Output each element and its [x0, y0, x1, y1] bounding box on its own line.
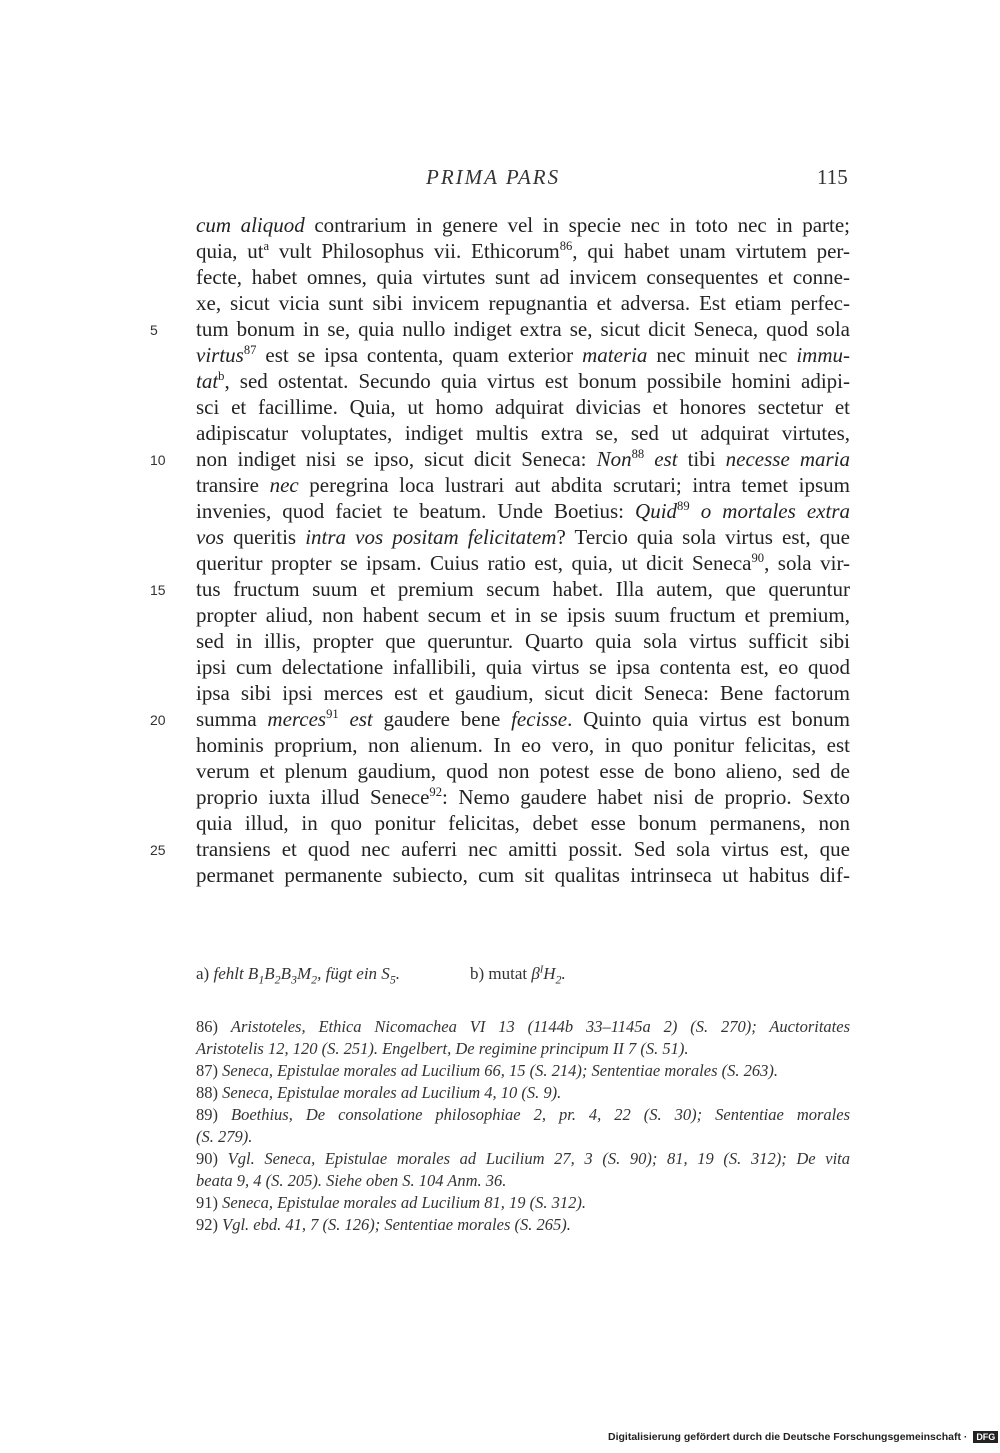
note-text: , fügt ein S — [317, 964, 390, 983]
footnote-86 — [196, 1016, 850, 1038]
footnote-text: Seneca, Epistulae morales ad Lucilium 66, 15 (S. 214); Sententiae morales (S. 263). — [222, 1061, 778, 1080]
footnote-number: 88) — [196, 1083, 223, 1102]
text-segment: non indiget nisi se ipso, sicut dicit Seneca: — [196, 447, 597, 471]
text-segment: , qui habet unam virtutem per- — [572, 239, 850, 263]
italic-phrase: merces — [267, 707, 327, 731]
text-segment: nec minuit nec — [647, 343, 797, 367]
footnote-89 — [196, 1104, 850, 1126]
footnote-number: 87) — [196, 1061, 223, 1080]
footnote-91 — [196, 1192, 850, 1214]
text-line — [196, 472, 850, 498]
text-line — [150, 446, 850, 472]
text-line — [196, 758, 850, 784]
text-segment: ipsa sibi ipsi merces est et gaudium, sicut dicit Seneca: Bene factorum — [196, 681, 850, 705]
italic-phrase: est — [338, 707, 373, 731]
text-segment: ? Tercio quia sola virtus est, que — [556, 525, 850, 549]
note-text: fehlt B — [213, 964, 259, 983]
text-segment: peregrina loca lustrari aut abdita scrutari; intra temet ipsum — [298, 473, 850, 497]
footnote-text: (S. 279). — [196, 1127, 253, 1146]
line-number: 10 — [150, 452, 166, 468]
text-line — [196, 680, 850, 706]
text-line — [196, 212, 850, 238]
footnote-88 — [196, 1082, 850, 1104]
line-number: 15 — [150, 582, 166, 598]
subscript: 3 — [291, 972, 297, 987]
footnote-92 — [196, 1214, 850, 1236]
superscript: I — [539, 964, 544, 976]
italic-phrase: nec — [269, 473, 299, 497]
note-text: B — [264, 964, 275, 983]
page-number: 115 — [817, 165, 848, 189]
text-segment: queritis — [224, 525, 306, 549]
text-line — [196, 602, 850, 628]
line-number: 5 — [150, 322, 158, 338]
footnote-ref: 92 — [429, 785, 443, 799]
subscript: 1 — [258, 972, 265, 987]
footnote-86-cont — [196, 1038, 850, 1060]
italic-phrase: cum aliquod — [196, 213, 305, 237]
italic-phrase: materia — [582, 343, 648, 367]
running-header: PRIMA PARS — [426, 165, 561, 189]
subscript: 2 — [274, 972, 281, 987]
text-segment: transire — [196, 473, 270, 497]
text-segment: gaudere bene — [372, 707, 512, 731]
footnote-text: Aristoteles, Ethica Nicomachea VI 13 (1144b 33–1145a 2) (S. 270); Auctoritates — [230, 1017, 850, 1036]
text-segment: invenies, quod faciet te beatum. Unde Boetius: — [196, 499, 636, 523]
text-segment: tibi — [677, 447, 726, 471]
text-segment: , sed ostentat. Secundo quia virtus est bonum possibile homini adipi- — [224, 369, 850, 393]
apparatus-note-a — [196, 964, 401, 987]
note-text: H — [543, 964, 556, 983]
text-segment: quia illud, in quo ponitur felicitas, debet esse bonum permanens, non — [196, 811, 850, 835]
footnote-text: beata 9, 4 (S. 205). Siehe oben S. 104 Anm. 36. — [196, 1171, 507, 1190]
text-segment: summa — [196, 707, 268, 731]
footnote-ref: 88 — [631, 447, 645, 461]
text-segment: tus fructum suum et premium secum habet. Illa autem, que queruntur — [196, 577, 850, 601]
italic-phrase: tat — [196, 369, 219, 393]
footnote-number: 89) — [196, 1105, 231, 1124]
text-line — [196, 524, 850, 550]
text-segment: xe, sicut vicia sunt sibi invicem repugnantia et adversa. Est etiam perfec- — [196, 291, 850, 315]
note-label: a) — [196, 964, 214, 983]
footnote-text: Seneca, Epistulae morales ad Lucilium 81, 19 (S. 312). — [222, 1193, 586, 1212]
footnote-ref: 87 — [243, 343, 257, 357]
text-line — [150, 316, 850, 342]
text-segment: transiens et quod nec auferri nec amitti possit. Sed sola virtus est, que — [196, 837, 850, 861]
footnote-90-cont — [196, 1170, 850, 1192]
text-segment: queritur propter se ipsam. Cuius ratio est, quia, ut dicit Seneca — [196, 551, 752, 575]
footnote-number: 91) — [196, 1193, 223, 1212]
dfg-logo-icon: DFG — [973, 1431, 998, 1443]
text-segment: permanet permanente subiecto, cum sit qualitas intrinseca ut habitus dif- — [196, 863, 850, 887]
text-line — [196, 342, 850, 368]
note-text: B — [280, 964, 292, 983]
footnote-text: Seneca, Epistulae morales ad Lucilium 4, 10 (S. 9). — [222, 1083, 562, 1102]
note-text: . — [395, 964, 401, 983]
text-line — [196, 238, 850, 264]
italic-phrase: immu- — [796, 343, 851, 367]
text-line — [150, 836, 850, 862]
subscript: 2 — [311, 972, 318, 987]
text-segment: contrarium in genere vel in specie nec in toto nec in parte; — [304, 213, 851, 237]
footnote-ref: 86 — [559, 239, 573, 253]
text-segment: sed in illis, propter que queruntur. Quarto quia sola virtus sufficit sibi — [196, 629, 850, 653]
text-segment: . Quinto quia virtus est bonum — [567, 707, 850, 731]
footnotes — [196, 1016, 850, 1236]
subscript: 2 — [555, 972, 562, 987]
text-segment: proprio iuxta illud Senece — [196, 785, 430, 809]
italic-phrase: Quid — [635, 499, 678, 523]
footnote-89-cont — [196, 1126, 850, 1148]
apparatus-marker: b — [218, 369, 225, 383]
text-segment: quia, ut — [196, 239, 264, 263]
text-segment: sci et facillime. Quia, ut homo adquirat divicias et honores sectetur et — [196, 395, 850, 419]
italic-phrase: Non — [596, 447, 632, 471]
footnote-ref: 90 — [751, 551, 765, 565]
credit-text: Digitalisierung gefördert durch die Deutsche Forschungsgemeinschaft · — [608, 1431, 971, 1443]
footnote-number: 92) — [196, 1215, 223, 1234]
apparatus-marker: a — [263, 239, 270, 253]
text-segment: adipiscatur voluptates, indiget multis extra se, sed ut adquirat virtutes, — [196, 421, 850, 445]
text-line — [196, 784, 850, 810]
text-segment: ipsi cum delectatione infallibili, quia virtus se ipsa contenta est, eo quod — [196, 655, 850, 679]
text-segment: propter aliud, non habent secum et in se ipsis suum fructum et premium, — [196, 603, 850, 627]
line-number: 25 — [150, 842, 166, 858]
text-line — [196, 862, 850, 888]
footnote-number: 86) — [196, 1017, 231, 1036]
footnote-ref: 91 — [326, 707, 339, 721]
note-text: . — [561, 964, 566, 983]
text-line — [196, 810, 850, 836]
text-segment: fecte, habet omnes, quia virtutes sunt ad invicem consequentes et conne- — [196, 265, 850, 289]
text-segment: tum bonum in se, quia nullo indiget extra se, sicut dicit Seneca, quod sola — [196, 317, 850, 341]
critical-apparatus — [196, 964, 566, 987]
note-text: M — [296, 964, 312, 983]
note-text: mutat — [488, 964, 532, 983]
subscript: 5 — [389, 972, 396, 987]
text-line — [196, 290, 850, 316]
footnote-text: Aristotelis 12, 120 (S. 251). Engelbert, De regimine principum II 7 (S. 51). — [196, 1039, 689, 1058]
text-line — [196, 654, 850, 680]
italic-phrase: o mortales extra — [689, 499, 850, 523]
text-line — [196, 368, 850, 394]
main-text — [150, 212, 851, 888]
footnote-number: 90) — [196, 1149, 228, 1168]
digitization-credit — [608, 1431, 998, 1443]
line-number: 20 — [150, 712, 166, 728]
text-line — [196, 498, 850, 524]
italic-phrase: est — [644, 447, 678, 471]
note-label: b) — [470, 964, 489, 983]
italic-phrase: necesse maria — [725, 447, 850, 471]
text-line — [196, 264, 850, 290]
text-line — [196, 732, 850, 758]
text-line — [150, 576, 850, 602]
text-segment: : Nemo gaudere habet nisi de proprio. Sexto — [442, 785, 850, 809]
text-line — [196, 550, 850, 576]
footnote-90 — [196, 1148, 850, 1170]
text-segment: est se ipsa contenta, quam exterior — [256, 343, 583, 367]
text-line — [196, 420, 850, 446]
footnote-ref: 89 — [677, 499, 690, 513]
footnote-text: Vgl. ebd. 41, 7 (S. 126); Sententiae morales (S. 265). — [222, 1215, 571, 1234]
text-line — [196, 394, 850, 420]
italic-phrase: fecisse — [511, 707, 568, 731]
text-line — [196, 628, 850, 654]
text-segment: , sola vir- — [764, 551, 851, 575]
apparatus-note-b — [470, 964, 566, 987]
italic-phrase: vos — [196, 525, 224, 549]
text-line — [150, 706, 850, 732]
italic-phrase: virtus — [196, 343, 244, 367]
note-text: β — [531, 964, 540, 983]
footnote-text: Vgl. Seneca, Epistulae morales ad Lucilium 27, 3 (S. 90); 81, 19 (S. 312); De vita — [227, 1149, 850, 1168]
text-segment: verum et plenum gaudium, quod non potest esse de bono alieno, sed de — [196, 759, 850, 783]
italic-phrase: intra vos positam felicitatem — [305, 525, 557, 549]
footnote-text: Boethius, De consolatione philosophiae 2, pr. 4, 22 (S. 30); Sententiae morales — [230, 1105, 850, 1124]
text-segment: vult Philosophus vii. Ethicorum — [269, 239, 560, 263]
text-segment: hominis proprium, non alienum. In eo vero, in quo ponitur felicitas, est — [196, 733, 850, 757]
footnote-87 — [196, 1060, 850, 1082]
